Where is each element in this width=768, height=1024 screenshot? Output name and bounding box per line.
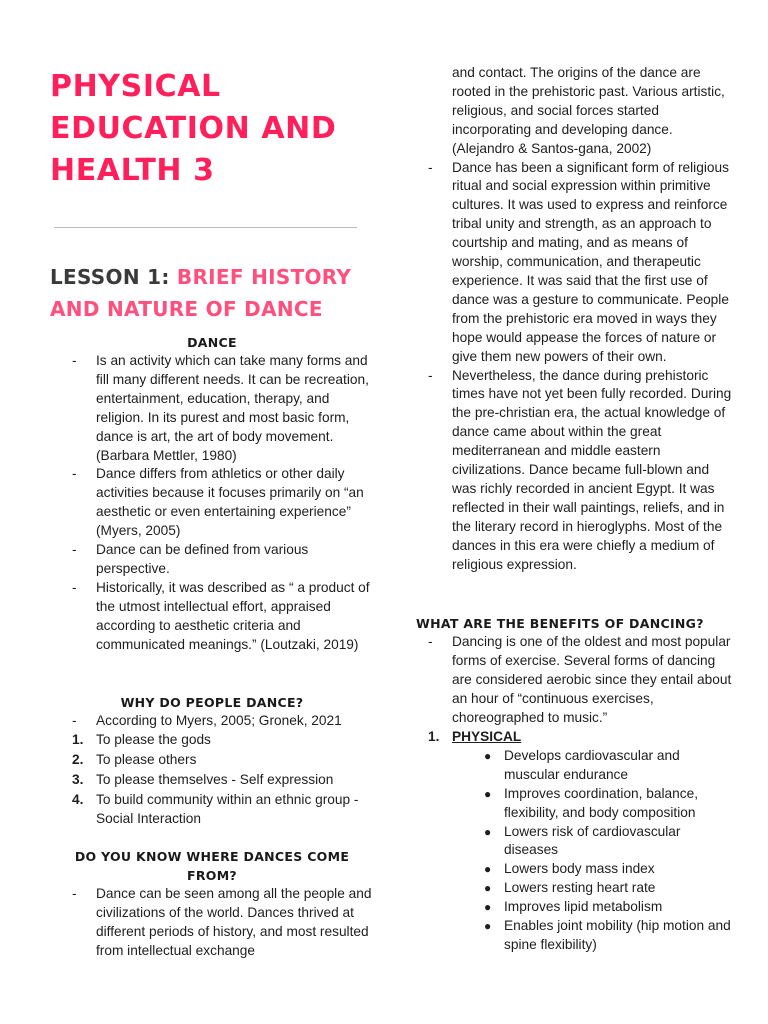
left-column [52,333,372,961]
dash-marker: - [72,353,77,368]
physical-subheading [408,728,736,747]
physical-benefit-text: Develops cardiovascular and muscular endurance [504,747,680,782]
dash-marker: - [72,885,77,901]
lesson-heading [50,261,370,325]
origin-list-part1 [52,885,372,961]
dance-item-text: Dance differs from athletics or other daily activities because it focuses primarily on “an aesthetic or even entertaining experience” (Myers, 2005) [96,466,364,539]
dash-marker: - [72,579,77,595]
dash-marker: - [72,466,77,482]
origin-item-continued [408,64,736,159]
reason-text: To build community within an ethnic group - Social Interaction [96,792,359,827]
reason-number: 2. [72,752,84,768]
physical-benefit-text: Lowers risk of cardiovascular diseases [504,823,681,858]
origin-item-text: and contact. The origins of the dance are rooted in the prehistoric past. Various artistic, religious, and social forces started incorporating and developing dance. (Alejandro & Santos-gana, 2002) [452,65,725,156]
reason-text: To please others [96,752,197,768]
dash-marker: - [428,367,433,383]
physical-benefit-item [408,747,736,785]
origin-item-text: Dance has been a significant form of religious ritual and social expression within primitive cultures. It was used to express and reinforce tribal unity and strength, as an approach to courtship and mating, and as means of worship, communication, and therapeutic experience. It was said that the first use of dance was a gesture to communicate. People from the prehistoric era moved in ways they hope would appease the forces of nature or give them new powers of their own. [452,159,729,364]
dash-marker: - [428,634,433,650]
why-list [52,712,372,829]
reason-item [52,751,372,770]
physical-number: 1. [428,729,440,744]
reason-item [52,791,372,829]
dash-marker: - [72,542,77,558]
right-column [408,64,736,955]
bullet-marker: ● [484,748,492,763]
physical-benefit-item [408,823,736,861]
physical-benefit-text: Lowers body mass index [504,861,655,877]
origin-item-text: Nevertheless, the dance during prehistoric times have not yet been fully recorded. During the pre-christian era, the actual knowledge of dance came about within the great mediterranean and middle eastern civilizations. Dance became full-blown and was richly recorded in ancient Egypt. It was reflected in their wall paintings, reliefs, and in the literary record in hieroglyphs. Most of the dances in this era were chiefly a medium of religious expression. [452,367,732,572]
why-intro-text: According to Myers, 2005; Gronek, 2021 [96,712,342,728]
bullet-marker: ● [484,824,492,839]
dance-item [52,465,372,541]
dance-heading: DANCE [187,335,237,350]
dance-item-text: Historically, it was described as “ a product of the utmost intellectual effort, appraised according to aesthetic criteria and communicated meanings.” (Loutzaki, 2019) [96,579,370,652]
physical-benefit-text: Improves lipid metabolism [504,899,663,915]
dance-item-text: Is an activity which can take many forms and fill many different needs. It can be recreation, entertainment, education, therapy, and religion. In its purest and most basic form, dance is art, the art of body movement. (Barbara Mettler, 1980) [96,353,369,463]
origin-item [408,159,736,367]
origin-list-part2 [408,64,736,574]
benefits-intro-item [408,633,736,728]
benefits-intro-text: Dancing is one of the oldest and most popular forms of exercise. Several forms of dancing are considered aerobic since they entail about an hour of “continuous exercises, choreographed to music.” [452,634,732,726]
dash-marker: - [72,712,77,728]
dance-item-text: Dance can be defined from various perspective. [96,542,309,576]
document-title: PHYSICAL EDUCATION AND HEALTH 3 [50,69,337,188]
physical-benefit-item [408,879,736,898]
dash-marker: - [428,159,433,175]
why-heading: WHY DO PEOPLE DANCE? [120,694,304,710]
dance-item [52,579,372,655]
reason-text: To please themselves - Self expression [96,772,334,788]
dance-item [52,352,372,465]
why-intro-item [52,712,372,731]
physical-benefit-text: Lowers resting heart rate [504,880,656,896]
bullet-marker: ● [484,881,492,896]
physical-benefit-item [408,898,736,917]
lesson-prefix: LESSON 1: [50,265,170,289]
physical-benefit-item [408,785,736,823]
origin-item-text: Dance can be seen among all the people and civilizations of the world. Dances thrived at different periods of history, and most resulted from intellectual exchange [96,885,372,958]
lesson-name: BRIEF HISTORY AND NATURE OF DANCE [50,265,352,321]
bullet-marker: ● [484,786,492,801]
physical-benefit-text: Enables joint mobility (hip motion and spine flexibility) [504,918,731,952]
physical-label: PHYSICAL [452,729,522,744]
benefits-list [408,633,736,954]
reason-item [52,731,372,750]
physical-benefit-item [408,917,736,955]
bullet-marker: ● [484,862,492,877]
bullet-marker: ● [484,919,492,934]
reason-number: 3. [72,772,84,788]
reason-item [52,771,372,790]
title-divider [54,227,357,228]
physical-benefit-item [408,860,736,879]
reason-number: 1. [72,732,84,748]
origin-item [408,367,736,575]
dance-list [52,352,372,655]
physical-benefit-text: Improves coordination, balance, flexibility, and body composition [504,785,699,820]
reason-text: To please the gods [96,732,211,748]
dance-item [52,541,372,579]
origin-item [52,885,372,961]
origin-heading: DO YOU KNOW WHERE DANCES COME FROM? [74,848,350,883]
bullet-marker: ● [484,900,492,915]
reason-number: 4. [72,792,84,808]
benefits-heading: WHAT ARE THE BENEFITS OF DANCING? [416,616,704,632]
